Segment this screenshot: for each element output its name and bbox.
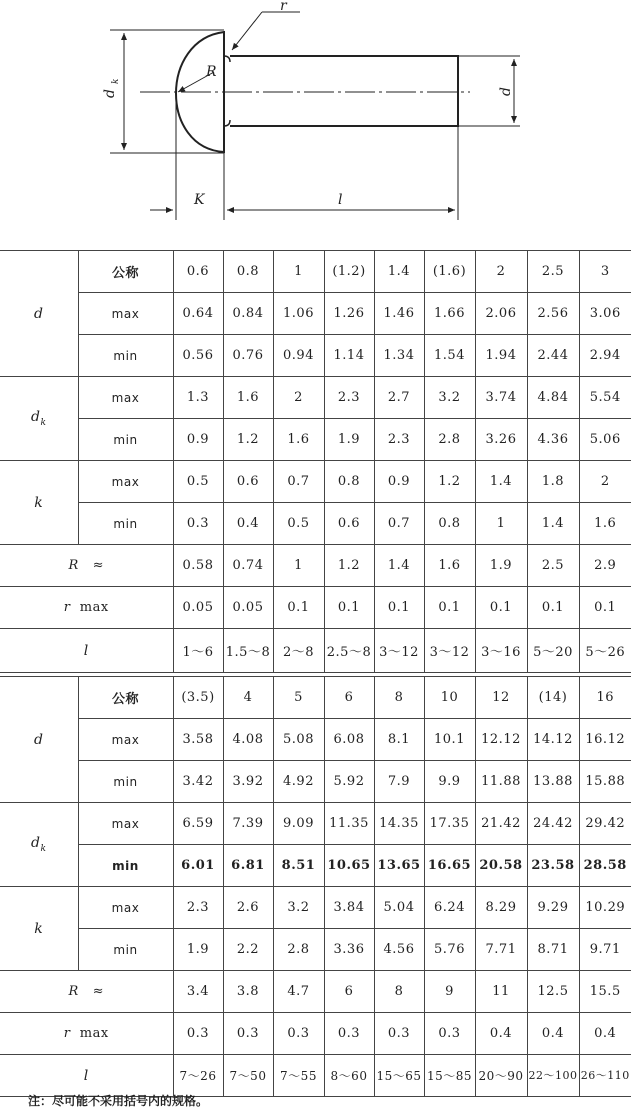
group-l: l [0,1055,173,1097]
spec-table-2 [0,676,631,1097]
table-cell: 2 [475,251,527,293]
table-cell: 0.8 [223,251,273,293]
table-cell: 6.81 [223,845,273,887]
table-cell: 6.08 [324,719,374,761]
table-cell: 4.92 [273,761,324,803]
table-cell: 3.4 [173,971,223,1013]
table-cell: 2.06 [475,293,527,335]
label-d: d [498,87,514,96]
group-dk: $d_k$ [0,377,78,461]
group-dk: $d_k$ [0,803,78,887]
table-row [0,845,631,887]
table-cell: 1.26 [324,293,374,335]
table-cell: 5.08 [273,719,324,761]
table-cell: 20～90 [475,1055,527,1097]
table-cell: 1～6 [173,629,223,673]
table-cell: 23.58 [527,845,579,887]
table-cell: 0.64 [173,293,223,335]
table-cell: 2 [579,461,631,503]
table-row [0,803,631,845]
table-cell: 1.46 [374,293,424,335]
table-cell: 6 [324,971,374,1013]
table-cell: 0.74 [223,545,273,587]
table-cell: 4.7 [273,971,324,1013]
table-cell: 0.05 [223,587,273,629]
table-cell: 7.71 [475,929,527,971]
table-cell: 6 [324,677,374,719]
table-cell: min [78,503,173,545]
table-row [0,677,631,719]
table-cell: 8.29 [475,887,527,929]
table-cell: 0.9 [374,461,424,503]
table-cell: 2.3 [374,419,424,461]
table-cell: min [78,335,173,377]
table-cell: 2.5 [527,545,579,587]
rivet-shank [230,56,458,126]
table-cell: 1.9 [475,545,527,587]
table-cell: min [78,845,173,887]
table-cell: 1.2 [424,461,475,503]
table-cell: 5 [273,677,324,719]
table-cell: 1 [273,251,324,293]
group-R: R ≈ [0,545,173,587]
table-cell: 17.35 [424,803,475,845]
table-cell: 0.1 [579,587,631,629]
table-cell: 3.42 [173,761,223,803]
table-cell: 3.26 [475,419,527,461]
table-cell: 3.2 [273,887,324,929]
table-cell: max [78,461,173,503]
table-cell: 0.1 [374,587,424,629]
table-cell: 3.36 [324,929,374,971]
spec-table-1 [0,250,631,673]
table-cell: 0.56 [173,335,223,377]
table-cell: 2.5 [527,251,579,293]
table-cell: 15～85 [424,1055,475,1097]
table-cell: 2.3 [324,377,374,419]
table-cell: 15.5 [579,971,631,1013]
table-cell: 13.65 [374,845,424,887]
table-row [0,503,631,545]
table-cell: 3 [579,251,631,293]
table-cell: 9.71 [579,929,631,971]
table-cell: (3.5) [173,677,223,719]
label-dk-sub: k [111,78,121,84]
table-cell: 3～12 [424,629,475,673]
table-cell: 6.24 [424,887,475,929]
table-cell: max [78,803,173,845]
table-cell: 1.4 [374,545,424,587]
table-cell: 4 [223,677,273,719]
table-cell: 11.35 [324,803,374,845]
table-cell: 8～60 [324,1055,374,1097]
table-cell: 0.76 [223,335,273,377]
table-cell: 8 [374,677,424,719]
table-row [0,461,631,503]
table-row [0,1013,631,1055]
table-cell: 1.2 [223,419,273,461]
table-cell: 0.3 [173,1013,223,1055]
table-cell: 9 [424,971,475,1013]
table-cell: 0.3 [324,1013,374,1055]
table-cell: 2.6 [223,887,273,929]
label-dk: d [102,89,118,98]
table-cell: 0.7 [273,461,324,503]
table-cell: 1.94 [475,335,527,377]
group-k: k [0,887,78,971]
table-cell: 1 [273,545,324,587]
table-cell: 24.42 [527,803,579,845]
table-cell: 26～110 [579,1055,631,1097]
table-cell: 6.01 [173,845,223,887]
table-cell: 9.09 [273,803,324,845]
table-cell: 20.58 [475,845,527,887]
table-cell: 8.51 [273,845,324,887]
row-label-nominal: 公称 [78,677,173,719]
table-cell: 14.12 [527,719,579,761]
table-cell: 0.4 [579,1013,631,1055]
table-cell: 1.9 [173,929,223,971]
table-cell: (14) [527,677,579,719]
table-row [0,719,631,761]
table-cell: 16 [579,677,631,719]
group-R: R ≈ [0,971,173,1013]
table-cell: 0.6 [223,461,273,503]
table-cell: 5.04 [374,887,424,929]
table-row [0,251,631,293]
table-row [0,929,631,971]
table-cell: 3.2 [424,377,475,419]
table-cell: 4.84 [527,377,579,419]
table-cell: 5.54 [579,377,631,419]
table-cell: 1.9 [324,419,374,461]
table-cell: 0.3 [223,1013,273,1055]
table-cell: 5.92 [324,761,374,803]
table-cell: (1.2) [324,251,374,293]
table-cell: 3.06 [579,293,631,335]
label-K: K [194,192,205,208]
table-cell: 0.9 [173,419,223,461]
table-cell: 1.6 [579,503,631,545]
table-cell: 0.3 [273,1013,324,1055]
group-r-max: r max [0,587,173,629]
table-cell: 13.88 [527,761,579,803]
table-cell: 14.35 [374,803,424,845]
table-cell: 4.08 [223,719,273,761]
table-cell: 1 [475,503,527,545]
table-cell: 12 [475,677,527,719]
table-cell: 0.3 [173,503,223,545]
table-cell: 1.3 [173,377,223,419]
table-cell: 2.2 [223,929,273,971]
table-cell: 1.5～8 [223,629,273,673]
table-cell: 10.65 [324,845,374,887]
table-cell: 11 [475,971,527,1013]
table-cell: 1.66 [424,293,475,335]
table-cell: 1.54 [424,335,475,377]
table-cell: 4.56 [374,929,424,971]
table-cell: 6.59 [173,803,223,845]
table-row [0,971,631,1013]
table-cell: 2.8 [424,419,475,461]
table-cell: 0.58 [173,545,223,587]
group-l: l [0,629,173,673]
table-cell: 1.6 [223,377,273,419]
table-cell: 12.12 [475,719,527,761]
table-row [0,335,631,377]
label-r: r [280,0,287,14]
table-row [0,629,631,673]
table-cell: 0.05 [173,587,223,629]
table-cell: 28.58 [579,845,631,887]
table-cell: 2.8 [273,929,324,971]
table-cell: max [78,377,173,419]
table-cell: 7.9 [374,761,424,803]
table-cell: 1.4 [374,251,424,293]
table-row [0,419,631,461]
table-cell: 16.12 [579,719,631,761]
table-cell: 8.1 [374,719,424,761]
table-cell: 0.1 [527,587,579,629]
table-cell: 4.36 [527,419,579,461]
footnote: 注：尽可能不采用括号内的规格。 [28,1094,209,1108]
table-cell: 0.3 [374,1013,424,1055]
table-cell: 5～20 [527,629,579,673]
table-cell: 2.5～8 [324,629,374,673]
table-cell: 0.6 [324,503,374,545]
table-cell: 0.4 [223,503,273,545]
table-cell: 7～26 [173,1055,223,1097]
table-cell: 2 [273,377,324,419]
rivet-drawing [0,0,631,250]
table-cell: 12.5 [527,971,579,1013]
table-cell: 2.3 [173,887,223,929]
table-cell: (1.6) [424,251,475,293]
group-k: k [0,461,78,545]
table-cell: 1.4 [527,503,579,545]
table-cell: min [78,929,173,971]
table-cell: 11.88 [475,761,527,803]
table-cell: 9.9 [424,761,475,803]
table-cell: 22～100 [527,1055,579,1097]
table-cell: 1.4 [475,461,527,503]
table-cell: max [78,293,173,335]
table-cell: 10.1 [424,719,475,761]
table-cell: 2.94 [579,335,631,377]
table-cell: 21.42 [475,803,527,845]
table-cell: 0.1 [273,587,324,629]
table-cell: 1.6 [424,545,475,587]
row-label-nominal: 公称 [78,251,173,293]
table-cell: 0.1 [424,587,475,629]
table-cell: 0.7 [374,503,424,545]
table-cell: 0.8 [424,503,475,545]
table-cell: 3～12 [374,629,424,673]
table-row [0,761,631,803]
table-cell: 3.84 [324,887,374,929]
table-cell: 7.39 [223,803,273,845]
table-cell: 1.14 [324,335,374,377]
table-cell: 0.94 [273,335,324,377]
table-row [0,293,631,335]
table-cell: 8.71 [527,929,579,971]
table-cell: 3～16 [475,629,527,673]
group-r-max: r max [0,1013,173,1055]
table-row [0,1055,631,1097]
table-cell: 16.65 [424,845,475,887]
table-cell: 0.1 [324,587,374,629]
table-cell: 5～26 [579,629,631,673]
table-cell: max [78,719,173,761]
table-row [0,887,631,929]
table-cell: 1.06 [273,293,324,335]
table-cell: 7～55 [273,1055,324,1097]
table-cell: 0.4 [527,1013,579,1055]
table-cell: 1.34 [374,335,424,377]
table-cell: 0.6 [173,251,223,293]
table-cell: 7～50 [223,1055,273,1097]
table-cell: 0.8 [324,461,374,503]
table-cell: 2～8 [273,629,324,673]
table-cell: min [78,419,173,461]
table-cell: 0.5 [173,461,223,503]
table-cell: 2.56 [527,293,579,335]
table-cell: 3.92 [223,761,273,803]
table-cell: 15～65 [374,1055,424,1097]
table-cell: max [78,887,173,929]
label-l: l [338,192,343,208]
table-cell: 5.06 [579,419,631,461]
table-cell: 29.42 [579,803,631,845]
table-cell: 8 [374,971,424,1013]
table-cell: 3.58 [173,719,223,761]
table-cell: 2.9 [579,545,631,587]
table-cell: 3.8 [223,971,273,1013]
table-cell: 2.7 [374,377,424,419]
table-cell: 5.76 [424,929,475,971]
table-cell: 9.29 [527,887,579,929]
label-R: R [206,64,217,80]
table-cell: 0.84 [223,293,273,335]
table-cell: 1.2 [324,545,374,587]
table-cell: 1.6 [273,419,324,461]
table-cell: 0.4 [475,1013,527,1055]
table-row [0,587,631,629]
table-row [0,545,631,587]
table-cell: 3.74 [475,377,527,419]
table-cell: 0.1 [475,587,527,629]
table-cell: min [78,761,173,803]
table-cell: 2.44 [527,335,579,377]
table-cell: 0.3 [424,1013,475,1055]
table-cell: 10 [424,677,475,719]
table-cell: 15.88 [579,761,631,803]
table-cell: 10.29 [579,887,631,929]
table-row [0,377,631,419]
table-cell: 1.8 [527,461,579,503]
group-d: d [0,677,78,803]
group-d: d [0,251,78,377]
table-cell: 0.5 [273,503,324,545]
